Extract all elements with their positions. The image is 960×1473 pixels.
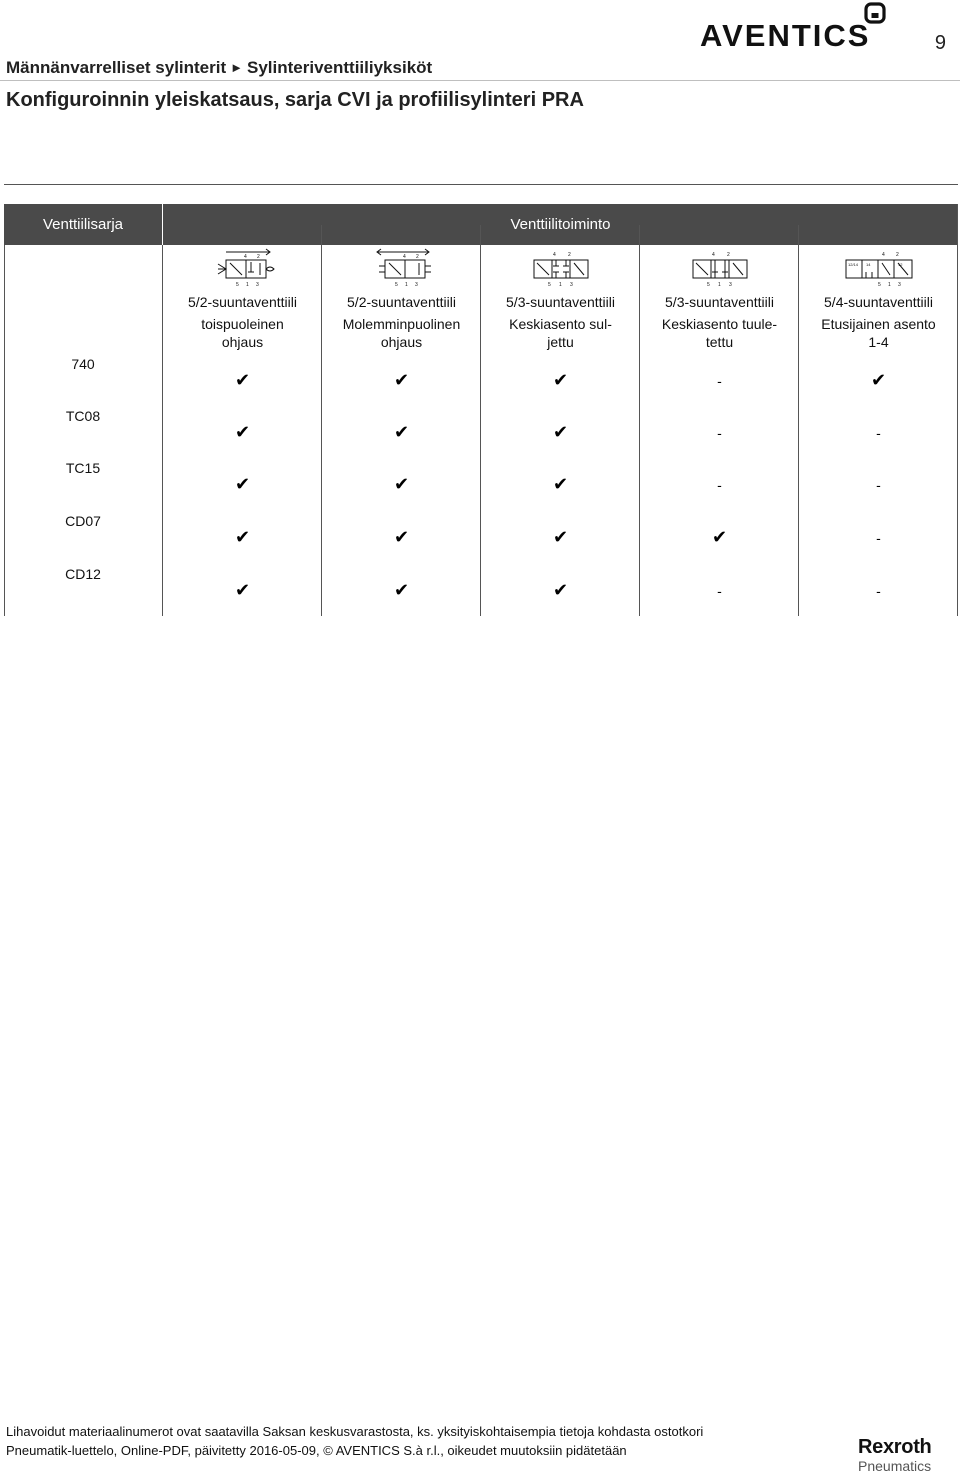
- rexroth-logo-subtitle: Pneumatics: [858, 1458, 932, 1473]
- availability-mark: -: [717, 477, 722, 493]
- valve-description: [322, 315, 481, 351]
- svg-text:4: 4: [882, 252, 885, 258]
- availability-mark: -: [717, 583, 722, 599]
- svg-text:3: 3: [898, 282, 901, 288]
- breadcrumb-section: Männänvarrelliset sylinterit: [6, 58, 227, 77]
- svg-text:12/14: 12/14: [848, 262, 859, 267]
- svg-text:1: 1: [246, 282, 249, 288]
- svg-text:2: 2: [568, 252, 571, 258]
- valve-symbol-5-4-icon: [844, 242, 914, 290]
- configuration-table: [4, 184, 960, 616]
- svg-text:12: 12: [898, 262, 903, 267]
- valve-description: [163, 315, 322, 351]
- svg-text:2: 2: [257, 254, 260, 260]
- availability-mark: ✔: [234, 422, 251, 442]
- valve-name: 5/3-suuntaventtiili: [506, 294, 615, 310]
- svg-text:2: 2: [416, 254, 419, 260]
- footer-copyright: Pneumatik-luettelo, Online-PDF, päivitetty 2016-05-09, © AVENTICS S.à r.l., oikeudet muutoksiin pidätetään: [6, 1443, 627, 1458]
- valve-symbol-5-3-vented-icon: [685, 242, 755, 290]
- availability-mark: ✔: [870, 370, 887, 390]
- aventics-logo: [700, 2, 888, 52]
- availability-mark: ✔: [234, 580, 251, 600]
- aventics-logo-text: AVENTICS: [700, 18, 871, 52]
- header-divider: [0, 80, 960, 81]
- valve-name: 5/3-suuntaventtiili: [665, 294, 774, 310]
- valve-symbol-5-2-single-icon: [208, 242, 278, 290]
- availability-mark: ✔: [234, 370, 251, 390]
- header-valve-function: Venttiilitoiminto: [510, 216, 611, 233]
- breadcrumb-subsection: Sylinteriventtiiliyksiköt: [247, 58, 433, 77]
- valve-description: [799, 315, 958, 351]
- svg-text:4: 4: [244, 254, 247, 260]
- svg-text:5: 5: [548, 282, 551, 288]
- valve-name: 5/2-suuntaventtiili: [188, 294, 297, 310]
- breadcrumb-arrow-icon: ►: [230, 60, 244, 75]
- availability-mark: -: [717, 373, 722, 389]
- availability-mark: ✔: [393, 422, 410, 442]
- valve-description-line1: Keskiasento tuule-: [661, 316, 778, 332]
- svg-text:1: 1: [405, 282, 408, 288]
- row-series-label: 740: [71, 356, 95, 372]
- svg-text:5: 5: [236, 282, 239, 288]
- valve-description-line2: ohjaus: [221, 334, 264, 350]
- table-top-border: [4, 184, 958, 185]
- valve-description-line1: Keskiasento sul-: [509, 316, 612, 332]
- column-divider: [480, 225, 481, 616]
- row-series-label: CD12: [65, 566, 101, 582]
- column-divider: [957, 204, 958, 616]
- row-series-label: TC08: [65, 408, 101, 424]
- svg-text:1: 1: [888, 282, 891, 288]
- availability-mark: ✔: [552, 422, 569, 442]
- svg-text:1: 1: [718, 282, 721, 288]
- valve-name: 5/2-suuntaventtiili: [347, 294, 456, 310]
- availability-mark: ✔: [234, 474, 251, 494]
- availability-mark: ✔: [552, 580, 569, 600]
- column-divider: [639, 225, 640, 616]
- availability-mark: ✔: [393, 370, 410, 390]
- footer-note: Lihavoidut materiaalinumerot ovat saatavilla Saksan keskusvarastosta, ks. yksityiskohtaisempia tietoja kohdasta ostotkori: [6, 1424, 704, 1439]
- availability-mark: ✔: [552, 527, 569, 547]
- availability-mark: ✔: [711, 527, 728, 547]
- availability-mark: ✔: [393, 474, 410, 494]
- rexroth-logo: Rexroth: [858, 1436, 932, 1458]
- valve-symbol-5-3-closed-icon: [526, 242, 596, 290]
- column-divider: [321, 225, 322, 616]
- valve-description-line2: jettu: [547, 334, 574, 350]
- svg-text:4: 4: [553, 252, 556, 258]
- valve-description-line2: tettu: [705, 334, 734, 350]
- row-series-label: CD07: [65, 513, 101, 529]
- availability-mark: ✔: [393, 580, 410, 600]
- svg-text:5: 5: [878, 282, 881, 288]
- availability-mark: ✔: [393, 527, 410, 547]
- svg-text:3: 3: [256, 282, 259, 288]
- valve-description-line2: 1-4: [868, 334, 889, 350]
- availability-mark: -: [876, 425, 881, 441]
- availability-mark: -: [717, 425, 722, 441]
- valve-description-line1: Etusijainen asento: [821, 316, 936, 332]
- svg-text:1: 1: [559, 282, 562, 288]
- valve-description-line1: Molemminpuolinen: [342, 316, 461, 332]
- svg-text:3: 3: [729, 282, 732, 288]
- availability-mark: -: [876, 583, 881, 599]
- valve-name: 5/4-suuntaventtiili: [824, 294, 933, 310]
- availability-mark: -: [876, 477, 881, 493]
- svg-text:3: 3: [570, 282, 573, 288]
- valve-description-line2: ohjaus: [380, 334, 423, 350]
- svg-text:2: 2: [896, 252, 899, 258]
- breadcrumb: [6, 58, 432, 78]
- valve-description-line1: toispuoleinen: [201, 316, 284, 332]
- svg-text:14: 14: [866, 262, 871, 267]
- page-title: Konfiguroinnin yleiskatsaus, sarja CVI ja profiilisylinteri PRA: [6, 89, 584, 111]
- svg-text:5: 5: [395, 282, 398, 288]
- svg-text:5: 5: [707, 282, 710, 288]
- column-divider: [798, 225, 799, 616]
- availability-mark: -: [876, 530, 881, 546]
- row-series-label: TC15: [65, 460, 101, 476]
- column-divider: [4, 245, 5, 616]
- valve-symbol-5-2-double-icon: [367, 242, 437, 290]
- valve-description: [481, 315, 640, 351]
- header-valve-series: Venttiilisarja: [42, 216, 124, 233]
- availability-mark: ✔: [552, 370, 569, 390]
- page-number: 9: [934, 32, 946, 54]
- svg-text:2: 2: [727, 252, 730, 258]
- svg-text:3: 3: [415, 282, 418, 288]
- svg-text:4: 4: [712, 252, 715, 258]
- availability-mark: ✔: [234, 527, 251, 547]
- availability-mark: ✔: [552, 474, 569, 494]
- valve-description: [640, 315, 799, 351]
- svg-text:4: 4: [403, 254, 406, 260]
